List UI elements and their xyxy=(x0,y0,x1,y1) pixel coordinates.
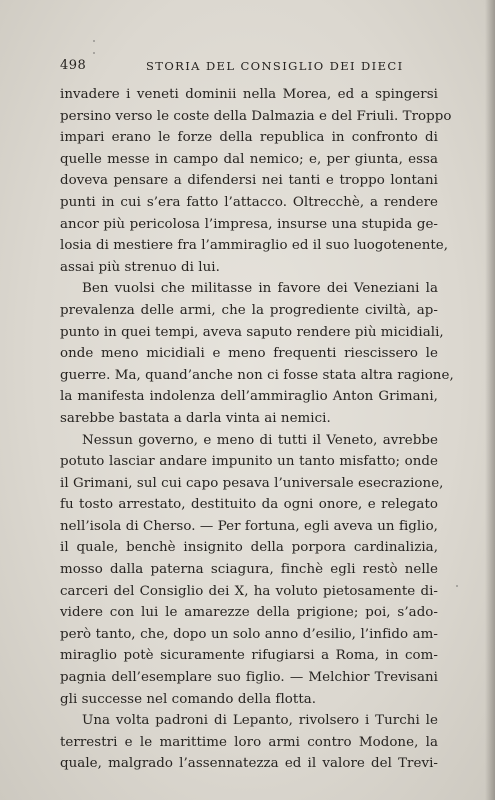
text-line: prevalenza delle armi, che la progrediente civiltà, ap- xyxy=(60,302,438,318)
paper-speck xyxy=(93,52,95,54)
text-line: il quale, benchè insignito della porpora cardinalizia, xyxy=(60,540,438,556)
text-line: quelle messe in campo dal nemico; e, per giunta, essa xyxy=(60,151,438,167)
text-line: la manifesta indolenza dell’ammiraglio Anton Grimani, xyxy=(60,389,438,405)
text-line: il Grimani, sul cui capo pesava l’universale esecrazione, xyxy=(60,475,444,491)
text-line: punto in quei tempi, aveva saputo rendere più micidiali, xyxy=(60,324,444,340)
text-line: videre con lui le amarezze della prigione; poi, s’ado- xyxy=(60,605,438,621)
text-line: punti in cui s’era fatto l’attacco. Oltrecchè, a rendere xyxy=(60,194,438,210)
text-line: terrestri e le marittime loro armi contro Modone, la xyxy=(60,734,438,750)
text-line: nell’isola di Cherso. — Per fortuna, egli aveva un figlio, xyxy=(60,518,438,534)
text-line: potuto lasciar andare impunito un tanto misfatto; onde xyxy=(60,454,438,470)
text-line: ancor più pericolosa l’impresa, insurse una stupida ge- xyxy=(60,216,438,232)
page-edge-shadow xyxy=(485,0,495,800)
text-line: sarebbe bastata a darla vinta ai nemici. xyxy=(60,410,331,426)
text-line: pagnia dell’esemplare suo figlio. — Melchior Trevisani xyxy=(60,670,438,686)
text-line: fu tosto arrestato, destituito da ogni onore, e relegato xyxy=(60,497,438,513)
text-line: Una volta padroni di Lepanto, rivolsero i Turchi le xyxy=(82,713,438,729)
text-line: quale, malgrado l’assennatezza ed il valore del Trevi- xyxy=(60,756,438,772)
page-number: 498 xyxy=(60,58,87,73)
text-line: invadere i veneti dominii nella Morea, ed a spingersi xyxy=(60,87,438,102)
running-head: STORIA DEL CONSIGLIO DEI DIECI xyxy=(146,59,404,73)
text-line: mosso dalla paterna sciagura, finchè egli restò nelle xyxy=(60,562,438,578)
text-line: però tanto, che, dopo un solo anno d’esilio, l’infido am- xyxy=(60,626,438,642)
text-line: onde meno micidiali e meno frequenti riescissero le xyxy=(60,346,438,362)
text-line: gli successe nel comando della flotta. xyxy=(60,691,317,707)
text-line: miraglio potè sicuramente rifugiarsi a Roma, in com- xyxy=(60,648,438,664)
text-line: Nessun governo, e meno di tutti il Veneto, avrebbe xyxy=(82,432,438,448)
text-line: assai più strenuo di lui. xyxy=(60,259,220,275)
text-line: losia di mestiere fra l’ammiraglio ed il suo luogotenente, xyxy=(60,238,449,254)
text-line: carceri del Consiglio dei X, ha voluto pietosamente di- xyxy=(60,583,438,599)
text-line: guerre. Ma, quand’anche non ci fosse stata altra ragione, xyxy=(60,367,454,383)
paper-speck xyxy=(93,40,95,42)
paper-speck xyxy=(456,585,458,587)
text-line: doveva pensare a difendersi nei tanti e troppo lontani xyxy=(60,173,438,189)
body-text xyxy=(60,84,454,775)
text-line: persino verso le coste della Dalmazia e del Friuli. Troppo xyxy=(60,108,452,124)
text-line: impari erano le forze della republica in confronto di xyxy=(60,130,438,146)
page-header xyxy=(60,58,447,78)
text-line: Ben vuolsi che militasse in favore dei Veneziani la xyxy=(82,281,438,297)
